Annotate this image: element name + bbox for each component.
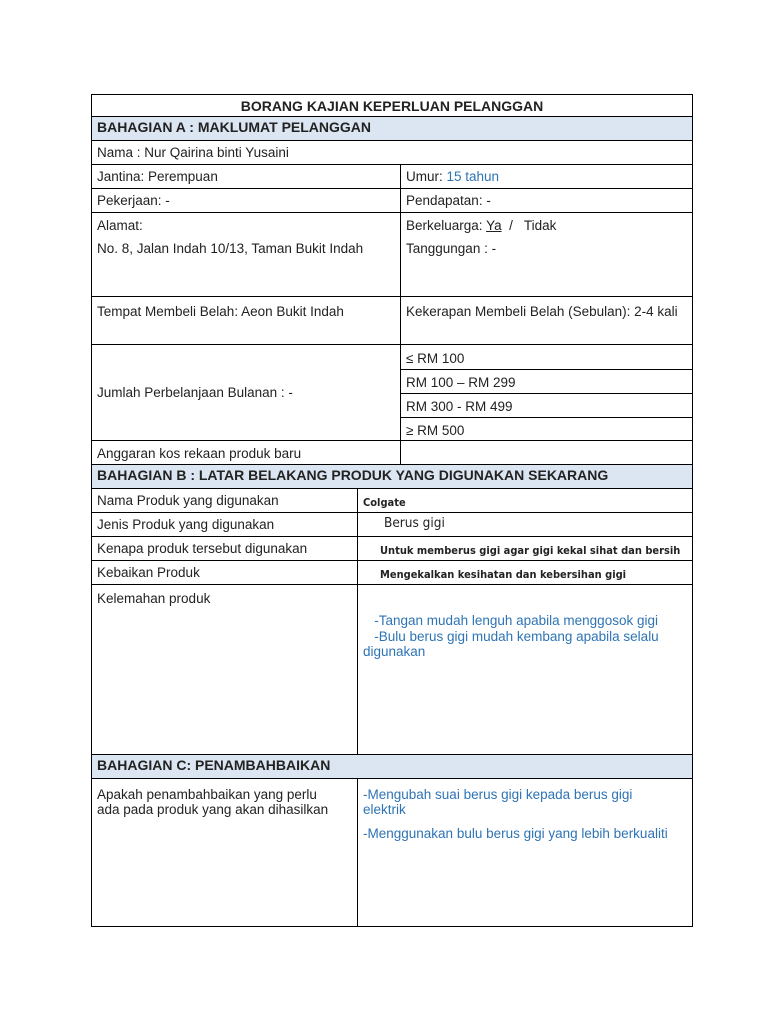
berkeluarga-cell (401, 213, 692, 296)
alamat-cell (92, 213, 400, 296)
section-b-header-row (91, 465, 693, 489)
anggaran-field: Anggaran kos rekaan produk baru (97, 446, 302, 461)
penambahbaikan-row (91, 779, 693, 927)
form-title-row (91, 94, 693, 117)
nama-produk-row (91, 489, 693, 513)
kelemahan-label: Kelemahan produk (97, 591, 211, 606)
umur-value: 15 tahun (446, 169, 500, 184)
jumlah-row (91, 345, 693, 441)
kekerapan-field: Kekerapan Membeli Belah (Sebulan): 2-4 kali (406, 304, 678, 319)
jantina-field: Jantina: Perempuan (97, 169, 218, 184)
berkeluarga-tidak: Tidak (523, 218, 557, 233)
jenis-produk-value: Berus gigi (384, 515, 445, 531)
tempat-row (91, 297, 693, 345)
section-a-heading: BAHAGIAN A : MAKLUMAT PELANGGAN (92, 117, 692, 140)
penambahbaikan-item: -Mengubah suai berus gigi kepada berus gigi elektrik (363, 787, 633, 817)
kelemahan-item: -Bulu berus gigi mudah kembang apabila selalu digunakan (363, 629, 663, 659)
section-b-heading: BAHAGIAN B : LATAR BELAKANG PRODUK YANG DIGUNAKAN SEKARANG (92, 465, 692, 488)
customer-needs-form (91, 94, 693, 927)
alamat-label: Alamat: (97, 218, 143, 233)
penambahbaikan-answers (358, 779, 692, 926)
umur-label: Umur: (406, 169, 447, 184)
jumlah-field: Jumlah Perbelanjaan Bulanan : - (97, 385, 293, 400)
kenapa-row (91, 537, 693, 561)
section-a-header-row (91, 117, 693, 141)
kelemahan-values (358, 585, 692, 754)
kebaikan-label: Kebaikan Produk (97, 565, 200, 580)
alamat-value: No. 8, Jalan Indah 10/13, Taman Bukit Indah (97, 241, 364, 256)
jantina-umur-row (91, 165, 693, 189)
kenapa-label: Kenapa produk tersebut digunakan (97, 541, 308, 556)
kebaikan-value: Mengekalkan kesihatan dan kebersihan gigi (380, 568, 627, 581)
pekerjaan-row (91, 189, 693, 213)
nama-produk-value: Colgate (363, 496, 406, 509)
range-option: ≥ RM 500 (406, 423, 465, 438)
nama-row (91, 141, 693, 165)
section-c-header-row (91, 755, 693, 779)
section-c-heading: BAHAGIAN C: PENAMBAHBAIKAN (92, 755, 692, 778)
ranges-cell (401, 345, 692, 440)
penambahbaikan-item: -Menggunakan bulu berus gigi yang lebih berkualiti (363, 826, 668, 841)
anggaran-value (401, 441, 692, 464)
alamat-row (91, 213, 693, 297)
jenis-produk-row (91, 513, 693, 537)
nama-field: Nama : Nur Qairina binti Yusaini (97, 145, 289, 160)
form-title: BORANG KAJIAN KEPERLUAN PELANGGAN (240, 98, 544, 114)
range-option: RM 100 – RM 299 (406, 375, 516, 390)
range-option: ≤ RM 100 (406, 351, 465, 366)
kelemahan-row (91, 585, 693, 755)
anggaran-row (91, 441, 693, 465)
pendapatan-field: Pendapatan: - (406, 193, 491, 208)
kelemahan-item: -Tangan mudah lenguh apabila menggosok gigi (363, 613, 658, 628)
nama-produk-label: Nama Produk yang digunakan (97, 493, 279, 508)
berkeluarga-separator: / (501, 218, 524, 233)
penambahbaikan-question: Apakah penambahbaikan yang perlu ada pada produk yang akan dihasilkan (97, 787, 329, 817)
berkeluarga-field (406, 218, 687, 233)
berkeluarga-ya: Ya (486, 218, 502, 233)
pekerjaan-field: Pekerjaan: - (97, 193, 170, 208)
berkeluarga-label: Berkeluarga: (406, 218, 487, 233)
tanggungan-field: Tanggungan : - (406, 241, 497, 256)
jenis-produk-label: Jenis Produk yang digunakan (97, 517, 275, 532)
kenapa-value: Untuk memberus gigi agar gigi kekal sihat dan bersih (380, 544, 681, 557)
range-option: RM 300 - RM 499 (406, 399, 513, 414)
kebaikan-row (91, 561, 693, 585)
umur-field (401, 165, 692, 188)
tempat-field: Tempat Membeli Belah: Aeon Bukit Indah (97, 304, 344, 319)
